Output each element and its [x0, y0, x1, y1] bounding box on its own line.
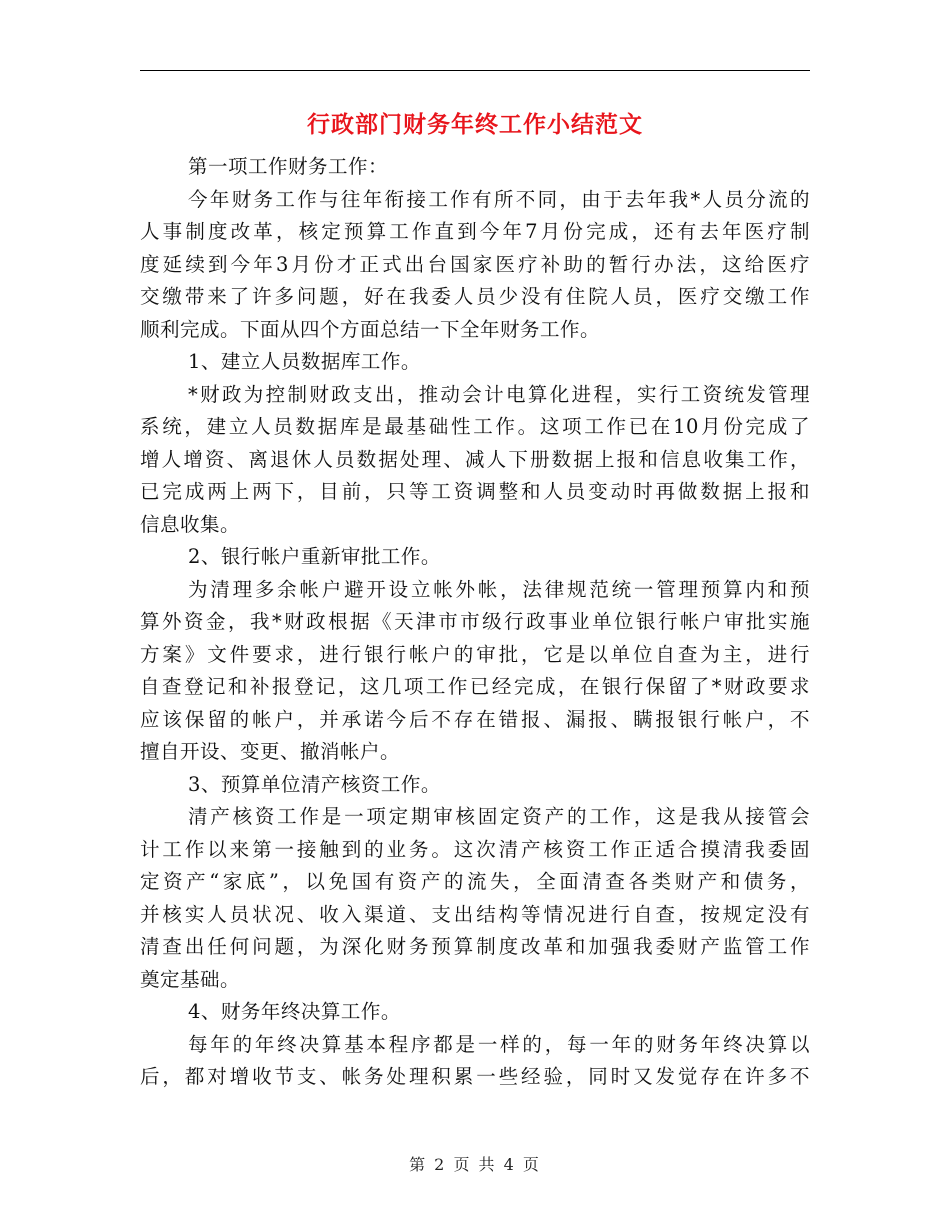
text-line: 交缴带来了许多问题，好在我委人员少没有住院人员，医疗交缴工作 — [140, 285, 810, 308]
text-line: 擅自开设、变更、撤消帐户。 — [140, 740, 401, 763]
text-line: 奠定基础。 — [140, 967, 241, 991]
text-line: 自查登记和补报登记，这几项工作已经完成，在银行保留了*财政要求 — [140, 675, 810, 698]
text-line: 为清理多余帐户避开设立帐外帐，法律规范统一管理预算内和预 — [188, 577, 810, 601]
text-line: 定资产“家底”，以免国有资产的流失，全面清查各类财产和债务， — [140, 870, 810, 893]
text-line: 方案》文件要求，进行银行帐户的审批，它是以单位自查为主，进行 — [140, 642, 810, 666]
text-line: 1、建立人员数据库工作。 — [188, 350, 421, 373]
text-line: 清产核资工作是一项定期审核固定资产的工作，这是我从接管会 — [188, 805, 810, 828]
text-line: 增人增资、离退休人员数据处理、减人下册数据上报和信息收集工作， — [140, 447, 810, 471]
page-number-footer: 第 2 页 共 4 页 — [409, 1155, 541, 1174]
text-line: 今年财务工作与往年衔接工作有所不同，由于去年我*人员分流的 — [188, 187, 810, 211]
text-line: 后，都对增收节支、帐务处理积累一些经验，同时又发觉存在许多不 — [140, 1065, 810, 1088]
text-line: 应该保留的帐户，并承诺今后不存在错报、漏报、瞒报银行帐户，不 — [140, 707, 810, 731]
text-line: 并核实人员状况、收入渠道、支出结构等情况进行自查，按规定没有 — [140, 902, 810, 926]
text-line: 算外资金，我*财政根据《天津市市级行政事业单位银行帐户审批实施 — [140, 610, 810, 633]
text-line: *财政为控制财政支出，推动会计电算化进程，实行工资统发管理 — [188, 382, 810, 406]
text-line: 每年的年终决算基本程序都是一样的，每一年的财务年终决算以 — [188, 1032, 810, 1056]
text-line: 顺利完成。下面从四个方面总结一下全年财务工作。 — [140, 317, 601, 341]
text-line: 系统，建立人员数据库是最基础性工作。这项工作已在10月份完成了 — [140, 415, 810, 438]
text-line: 3、预算单位清产核资工作。 — [188, 772, 441, 796]
text-line: 计工作以来第一接触到的业务。这次清产核资工作正适合摸清我委固 — [140, 837, 810, 861]
text-line: 度延续到今年3月份才正式出台国家医疗补助的暂行办法，这给医疗 — [140, 252, 810, 276]
text-line: 4、财务年终决算工作。 — [188, 1000, 401, 1023]
text-line: 人事制度改革，核定预算工作直到今年7月份完成，还有去年医疗制 — [140, 220, 810, 243]
text-line: 信息收集。 — [140, 512, 241, 536]
text-line: 已完成两上两下，目前，只等工资调整和人员变动时再做数据上报和 — [140, 480, 810, 503]
document-title: 行政部门财务年终工作小结范文 — [307, 111, 643, 138]
text-line: 清查出任何问题，为深化财务预算制度改革和加强我委财产监管工作 — [140, 935, 810, 958]
header-rule — [140, 70, 810, 71]
text-line: 第一项工作财务工作： — [188, 155, 389, 178]
text-line: 2、银行帐户重新审批工作。 — [188, 545, 441, 568]
document-body — [140, 151, 810, 1094]
